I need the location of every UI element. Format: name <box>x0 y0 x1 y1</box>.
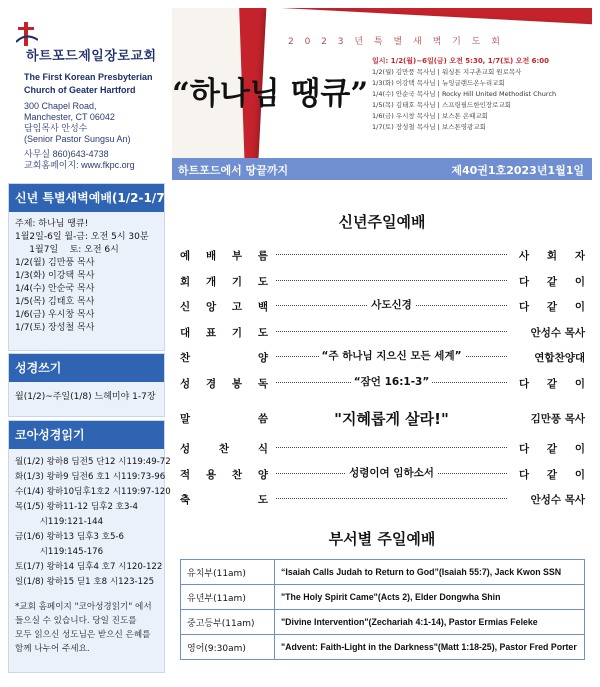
reading-line: 월(1/2) 왕하8 딤전5 단12 시119:49-72 <box>15 457 171 467</box>
church-name-en-line: Church of Geater Hartford <box>24 85 136 95</box>
worship-label-char: 기 <box>231 275 243 288</box>
dept-sermon-cell: "Divine Intervention"(Zechariah 4:1-14), Pastor Ermias Feleke <box>275 610 585 635</box>
worship-item-leader <box>519 467 585 482</box>
banner-schedule-line: 1/5(목) 김태호 목사님 | 스프링필드한인장로교회 <box>372 101 512 109</box>
worship-item-label <box>180 248 268 263</box>
dept-sermon-cell: "Advent: Faith-Light in the Darkness"(Matt 1:18-25), Pastor Fred Porter <box>275 635 585 660</box>
dept-name-cell: 영어(9:30am) <box>181 635 275 660</box>
worship-item-leader <box>519 441 585 456</box>
header-motto: 하트포드에서 땅끝까지 <box>178 164 289 177</box>
worship-label-char: 배 <box>205 250 217 262</box>
worship-item-label <box>180 376 268 391</box>
worship-item-label <box>180 274 268 289</box>
worship-leader-char: 이 <box>574 377 585 390</box>
dotted-leader <box>276 498 507 499</box>
bible-reading-body <box>9 449 171 662</box>
sidebar <box>8 8 171 673</box>
dotted-leader <box>276 280 507 281</box>
worship-item-detail <box>276 408 507 429</box>
worship-label-char: 식 <box>257 443 268 455</box>
dawn-line: 1/2(월) 김만풍 목사 <box>15 258 95 268</box>
worship-label-char: 도 <box>257 494 268 506</box>
worship-item-label <box>180 350 268 365</box>
worship-item-label <box>180 325 268 340</box>
dawn-line: 1/7(토) 장성철 목사 <box>15 323 95 333</box>
bible-writing-title: 성경쓰기 <box>9 354 164 382</box>
reading-line: 토(1/7) 왕하14 딤후4 호7 시120-122 <box>15 562 163 572</box>
dotted-leader <box>276 331 507 332</box>
banner-schedule-line: 1/3(화) 이강택 목사님 | 뉴잉글랜드온누리교회 <box>372 79 505 87</box>
banner-main-title: “하나님 땡큐” <box>172 76 369 112</box>
church-info <box>8 8 165 180</box>
address-line: Manchester, CT 06042 <box>24 112 115 122</box>
worship-leader-char: 자 <box>574 250 585 262</box>
worship-row <box>180 271 585 297</box>
dept-sermon-cell: "The Holy Spirit Came"(Acts 2), Elder Dongwha Shin <box>275 585 585 610</box>
worship-leader-char: 이 <box>574 301 585 313</box>
table-row <box>181 635 585 660</box>
worship-label-char: 찬 <box>218 443 230 455</box>
reading-line: 시119:121-144 <box>15 517 104 527</box>
banner-schedule-line: 1/6(금) 우시창 목사님 | 보스톤 온때교회 <box>372 112 488 120</box>
dotted-leader <box>276 447 507 448</box>
reading-line: 목(1/5) 왕하11-12 딤후2 호3-4 <box>15 502 139 512</box>
dept-name-cell: 유년부(11am) <box>181 585 275 610</box>
worship-leader-char: 이 <box>574 443 585 455</box>
worship-item-leader <box>519 376 585 391</box>
church-cross-logo-icon <box>16 22 38 46</box>
worship-item-leader <box>519 274 585 289</box>
worship-row <box>180 398 585 438</box>
worship-row <box>180 347 585 373</box>
worship-label-char: 신 <box>180 301 191 313</box>
dawn-prayer-title: 신년 특별새벽예배(1/2-1/7) <box>9 184 164 212</box>
worship-item-leader <box>519 299 585 314</box>
worship-label-char: 찬 <box>180 352 191 364</box>
worship-title: 신년주일예배 <box>338 213 426 231</box>
worship-leader-char: 이 <box>574 275 585 288</box>
worship-label-char: 경 <box>205 377 217 390</box>
worship-label-char: 개 <box>205 275 217 288</box>
worship-leader-char: 이 <box>574 468 585 481</box>
banner-schedule-line: 1/4(수) 안순국 목사님 | Rocky Hill United Methodist Church <box>372 90 557 98</box>
church-name-ko: 하트포드제일장로교회 <box>26 49 157 64</box>
dotted-leader <box>276 254 507 255</box>
dawn-line: 1/3(화) 이강택 목사 <box>15 271 95 281</box>
worship-row <box>180 373 585 399</box>
table-row <box>181 560 585 585</box>
church-name-en-line: The First Korean Presbyterian <box>24 72 153 82</box>
worship-leader-char: 다 <box>519 443 530 455</box>
worship-label-char: 성 <box>180 443 191 455</box>
bible-writing-box <box>8 353 165 417</box>
worship-label-char: 양 <box>257 352 268 364</box>
banner-image <box>172 8 592 158</box>
worship-item-detail-text: "지혜롭게 살라!" <box>331 410 452 428</box>
worship-label-char: 부 <box>231 250 243 262</box>
worship-item-detail-text: “잠언 16:1-3” <box>351 376 433 388</box>
worship-row <box>180 438 585 464</box>
pastor-line-en: (Senior Pastor Sungsu An) <box>24 134 131 144</box>
reading-line: 수(1/4) 왕하10딤후1호2 시119:97-120 <box>15 487 171 497</box>
worship-leader-char: 다 <box>519 468 530 481</box>
worship-label-char: 찬 <box>231 468 243 481</box>
banner-schedule-highlight: 일시: 1/2(월)~6일(금) 오전 5:30, 1/7(토) 오전 6:00 <box>372 57 550 65</box>
worship-label-char: 도 <box>257 275 268 288</box>
table-row <box>181 610 585 635</box>
church-name-en <box>24 71 153 97</box>
dept-name-cell: 중고등부(11am) <box>181 610 275 635</box>
worship-label-char: 말 <box>180 413 191 425</box>
dawn-line: 주제: 하나님 땡큐! <box>15 219 89 229</box>
homepage-link[interactable]: 교회홈페이지: www.fkpc.org <box>24 160 135 170</box>
dept-sermon-cell: “Isaiah Calls Judah to Return to God”(Isaiah 55:7), Jack Kwon SSN <box>275 560 585 585</box>
dawn-line: 1월2일-6일 월-금: 오전 5시 30분 <box>15 232 149 242</box>
table-row <box>181 585 585 610</box>
dawn-prayer-box <box>8 183 171 351</box>
phone-line: 사무실 860)643-4738 <box>24 149 109 159</box>
worship-item-detail-text: “주 하나님 지으신 모든 세계” <box>319 350 465 362</box>
worship-item-leader: 연합찬양대 <box>534 352 585 364</box>
dawn-line: 1/5(목) 김태호 목사 <box>15 297 95 307</box>
worship-label-char: 기 <box>231 326 243 339</box>
worship-label-char: 예 <box>180 250 191 262</box>
note-line: 함께 나누어 주세요. <box>15 644 90 654</box>
worship-item-detail-text: 성령이여 임하소서 <box>346 467 437 479</box>
worship-leader-char: 같 <box>546 468 558 481</box>
worship-row <box>180 296 585 322</box>
bible-writing-text: 월(1/2)~주일(1/8) 느헤미야 1-7장 <box>15 392 156 402</box>
worship-leader-char: 같 <box>546 443 558 455</box>
reading-line: 시119:145-176 <box>15 547 104 557</box>
worship-label-char: 도 <box>257 326 268 339</box>
worship-leader-char: 다 <box>519 275 530 288</box>
worship-label-char: 백 <box>257 301 268 313</box>
address-line: 300 Chapel Road, <box>24 101 97 111</box>
worship-item-detail <box>276 374 507 389</box>
worship-label-char: 용 <box>205 468 217 481</box>
church-contact <box>24 149 135 171</box>
worship-item-leader: 김만풍 목사 <box>530 413 585 425</box>
pastor-line: 담임목사 안성수 <box>24 123 88 133</box>
worship-label-char: 회 <box>180 275 191 288</box>
dawn-line: 1월7일 토: 오전 6시 <box>15 245 119 255</box>
worship-item-label <box>180 411 268 426</box>
church-address <box>24 101 131 145</box>
banner-schedule-line: 1/7(토) 장성철 목사님 | 보스톤영광교회 <box>372 123 486 131</box>
banner-schedule <box>372 56 556 133</box>
worship-label-char: 봉 <box>231 377 243 390</box>
banner-schedule-line: 1/2(월) 김만풍 목사님 | 워싱톤 지구촌교회 원로목사 <box>372 68 522 76</box>
bible-writing-body <box>9 382 164 410</box>
worship-leader-char: 같 <box>546 275 558 288</box>
header-issue-date: 제40권1호2023년1월1일 <box>451 164 584 177</box>
worship-label-char: 대 <box>180 326 191 339</box>
dawn-line: 1/4(수) 안순국 목사 <box>15 284 95 294</box>
dawn-prayer-body <box>9 212 164 341</box>
worship-leader-char: 같 <box>546 377 558 390</box>
dept-worship-table <box>180 559 585 660</box>
worship-row <box>180 245 585 271</box>
newsletter-header-bar <box>172 158 592 180</box>
worship-item-label <box>180 492 268 507</box>
worship-item-label <box>180 441 268 456</box>
worship-label-char: 양 <box>257 468 268 481</box>
note-line: *교회 홈페이지 "코아성경읽기" 에서 <box>15 602 152 612</box>
worship-item-detail <box>276 465 507 480</box>
worship-label-char: 독 <box>257 377 268 390</box>
dawn-line: 1/6(금) 우시창 목사 <box>15 310 95 320</box>
worship-label-char: 름 <box>257 250 268 262</box>
reading-line: 금(1/6) 왕하13 딤후3 호5-6 <box>15 532 124 542</box>
worship-item-label <box>180 467 268 482</box>
worship-label-char: 표 <box>205 326 217 339</box>
worship-row <box>180 322 585 348</box>
reading-line: 화(1/3) 왕하9 딤전6 호1 시119:73-96 <box>15 472 166 482</box>
worship-leader-char: 회 <box>546 250 558 262</box>
note-line: 모두 읽으신 성도님은 받으신 은혜를 <box>15 630 151 640</box>
worship-label-char: 축 <box>180 494 191 506</box>
worship-item-leader: 안성수 목사 <box>530 494 585 506</box>
worship-leader-char: 같 <box>546 301 558 313</box>
worship-item-leader: 안성수 목사 <box>530 326 585 339</box>
note-line: 들으실 수 있습니다. 당일 진도를 <box>15 616 137 626</box>
banner-small-title: 2 0 2 3 년 특 별 새 벽 기 도 회 <box>288 37 504 47</box>
worship-item-detail-text: 사도신경 <box>368 299 415 311</box>
worship-label-char: 앙 <box>205 301 217 313</box>
worship-row <box>180 464 585 490</box>
worship-item-leader <box>519 248 585 263</box>
dept-worship-title: 부서별 주일예배 <box>328 530 436 548</box>
worship-leader-char: 다 <box>519 301 530 313</box>
bible-reading-box <box>8 420 171 673</box>
worship-label-char: 적 <box>180 468 191 481</box>
worship-item-label <box>180 299 268 314</box>
dept-name-cell: 유치부(11am) <box>181 560 275 585</box>
worship-item-detail <box>276 297 507 312</box>
reading-note <box>15 600 158 656</box>
worship-order <box>180 245 585 515</box>
worship-item-detail <box>276 348 507 363</box>
reading-line: 일(1/8) 왕하15 딛1 호8 시123-125 <box>15 577 155 587</box>
worship-label-char: 고 <box>231 301 243 313</box>
bible-reading-title: 코아성경읽기 <box>9 421 164 449</box>
worship-leader-char: 사 <box>519 250 530 262</box>
worship-label-char: 성 <box>180 377 191 390</box>
worship-label-char: 씀 <box>257 413 268 425</box>
worship-row <box>180 489 585 515</box>
worship-leader-char: 다 <box>519 377 530 390</box>
